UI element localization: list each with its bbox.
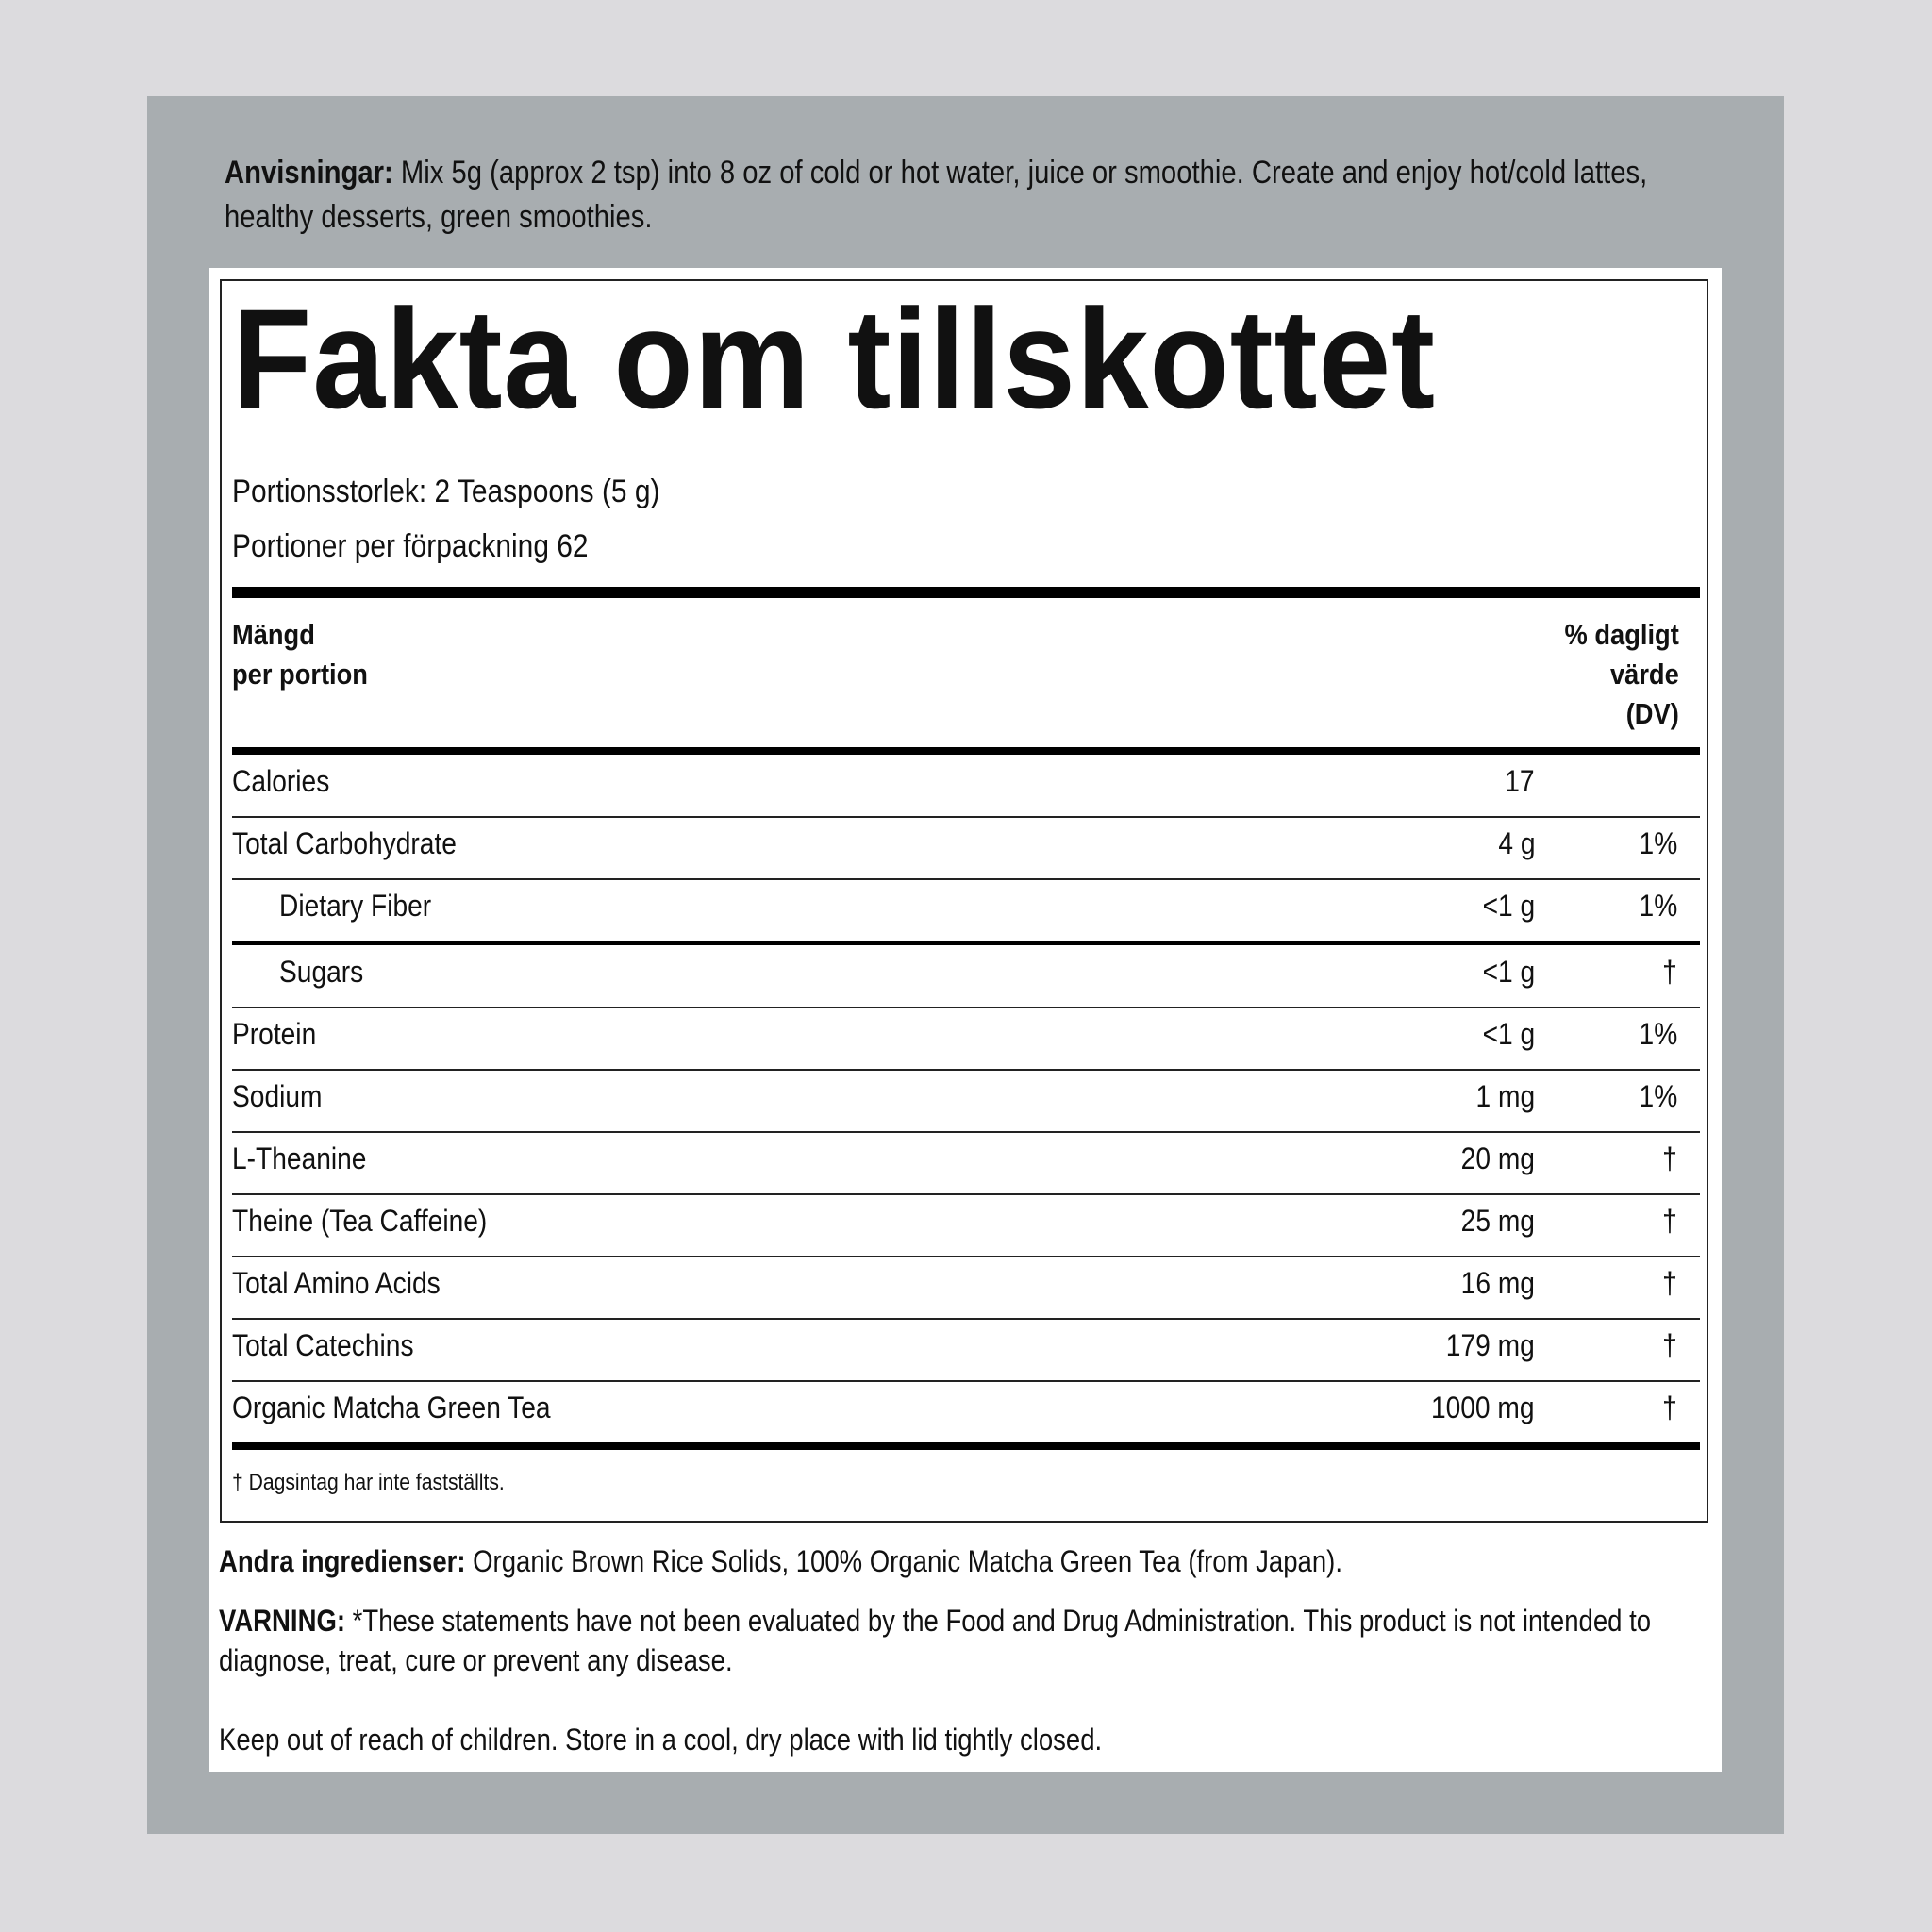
nutrient-amount: <1 g bbox=[1482, 1017, 1535, 1051]
servings-per-container: Portioner per förpackning 62 bbox=[232, 528, 589, 564]
nutrient-amount: 16 mg bbox=[1460, 1266, 1535, 1300]
nutrient-name: Protein bbox=[232, 1017, 317, 1051]
row-divider bbox=[232, 1007, 1700, 1008]
serving-size: Portionsstorlek: 2 Teaspoons (5 g) bbox=[232, 474, 660, 509]
nutrient-name: Total Catechins bbox=[232, 1328, 414, 1362]
nutrient-dv: 1% bbox=[1639, 889, 1677, 923]
warning-label: VARNING: bbox=[219, 1604, 346, 1638]
nutrient-amount: 25 mg bbox=[1460, 1204, 1535, 1238]
warning bbox=[219, 1601, 1728, 1680]
nutrient-name: Organic Matcha Green Tea bbox=[232, 1391, 551, 1424]
nutrient-amount: 1000 mg bbox=[1431, 1391, 1535, 1424]
row-divider bbox=[232, 1380, 1700, 1382]
nutrient-amount: 179 mg bbox=[1446, 1328, 1535, 1362]
row-divider bbox=[232, 1193, 1700, 1195]
row-divider bbox=[232, 1256, 1700, 1257]
nutrient-amount: <1 g bbox=[1482, 889, 1535, 923]
dv-header-line3: (DV) bbox=[1625, 697, 1679, 730]
dv-header-line2: värde bbox=[1610, 658, 1679, 691]
dv-header-line1: % dagligt bbox=[1564, 618, 1679, 651]
row-divider bbox=[232, 1069, 1700, 1071]
amount-header bbox=[232, 615, 368, 694]
facts-title: Fakta om tillskottet bbox=[232, 279, 1436, 438]
nutrient-dv: † bbox=[1662, 1204, 1677, 1238]
nutrient-dv: 1% bbox=[1639, 1079, 1677, 1113]
amount-header-line1: Mängd bbox=[232, 618, 315, 651]
nutrient-name: Sodium bbox=[232, 1079, 323, 1113]
nutrient-name: Theine (Tea Caffeine) bbox=[232, 1204, 488, 1238]
thick-rule-bottom bbox=[232, 1442, 1700, 1450]
directions-label: Anvisningar: bbox=[225, 155, 393, 191]
nutrient-name: Total Amino Acids bbox=[232, 1266, 441, 1300]
nutrient-name: L-Theanine bbox=[232, 1141, 367, 1175]
nutrient-dv: † bbox=[1662, 1141, 1677, 1175]
nutrient-dv: † bbox=[1662, 1391, 1677, 1424]
nutrient-amount: <1 g bbox=[1482, 955, 1535, 989]
row-divider bbox=[232, 1131, 1700, 1133]
row-divider-thick bbox=[232, 941, 1700, 945]
other-ingredients bbox=[219, 1541, 1728, 1581]
nutrient-name: Calories bbox=[232, 764, 330, 798]
storage-text: Keep out of reach of children. Store in a cool, dry place with lid tightly closed. bbox=[219, 1723, 1103, 1757]
row-divider bbox=[232, 1318, 1700, 1320]
nutrient-amount: 17 bbox=[1505, 764, 1535, 798]
nutrient-dv: 1% bbox=[1639, 1017, 1677, 1051]
nutrient-name: Sugars bbox=[279, 955, 364, 989]
directions-body: Mix 5g (approx 2 tsp) into 8 oz of cold or hot water, juice or smoothie. Create and enjoy hot/cold lattes, healthy desserts, green smoothies. bbox=[225, 155, 1648, 235]
row-divider bbox=[232, 878, 1700, 880]
thick-rule-top bbox=[232, 587, 1700, 598]
nutrient-amount: 20 mg bbox=[1460, 1141, 1535, 1175]
directions-text bbox=[225, 151, 1696, 240]
amount-header-line2: per portion bbox=[232, 658, 368, 691]
other-ingredients-text: Organic Brown Rice Solids, 100% Organic Matcha Green Tea (from Japan). bbox=[465, 1544, 1342, 1578]
other-ingredients-label: Andra ingredienser: bbox=[219, 1544, 466, 1578]
nutrient-name: Dietary Fiber bbox=[279, 889, 432, 923]
row-divider bbox=[232, 816, 1700, 818]
nutrient-dv: † bbox=[1662, 1266, 1677, 1300]
nutrient-dv: † bbox=[1662, 955, 1677, 989]
dv-footnote: † Dagsintag har inte fastställts. bbox=[232, 1470, 505, 1495]
nutrient-dv: † bbox=[1662, 1328, 1677, 1362]
nutrient-dv: 1% bbox=[1639, 826, 1677, 860]
nutrient-name: Total Carbohydrate bbox=[232, 826, 457, 860]
thick-rule-header bbox=[232, 747, 1700, 755]
warning-text: *These statements have not been evaluated by the Food and Drug Administration. This product is not intended to diagnose, treat, cure or prevent any disease. bbox=[219, 1604, 1652, 1677]
nutrient-amount: 4 g bbox=[1497, 826, 1535, 860]
dv-header bbox=[1565, 615, 1679, 734]
nutrient-amount: 1 mg bbox=[1475, 1079, 1535, 1113]
